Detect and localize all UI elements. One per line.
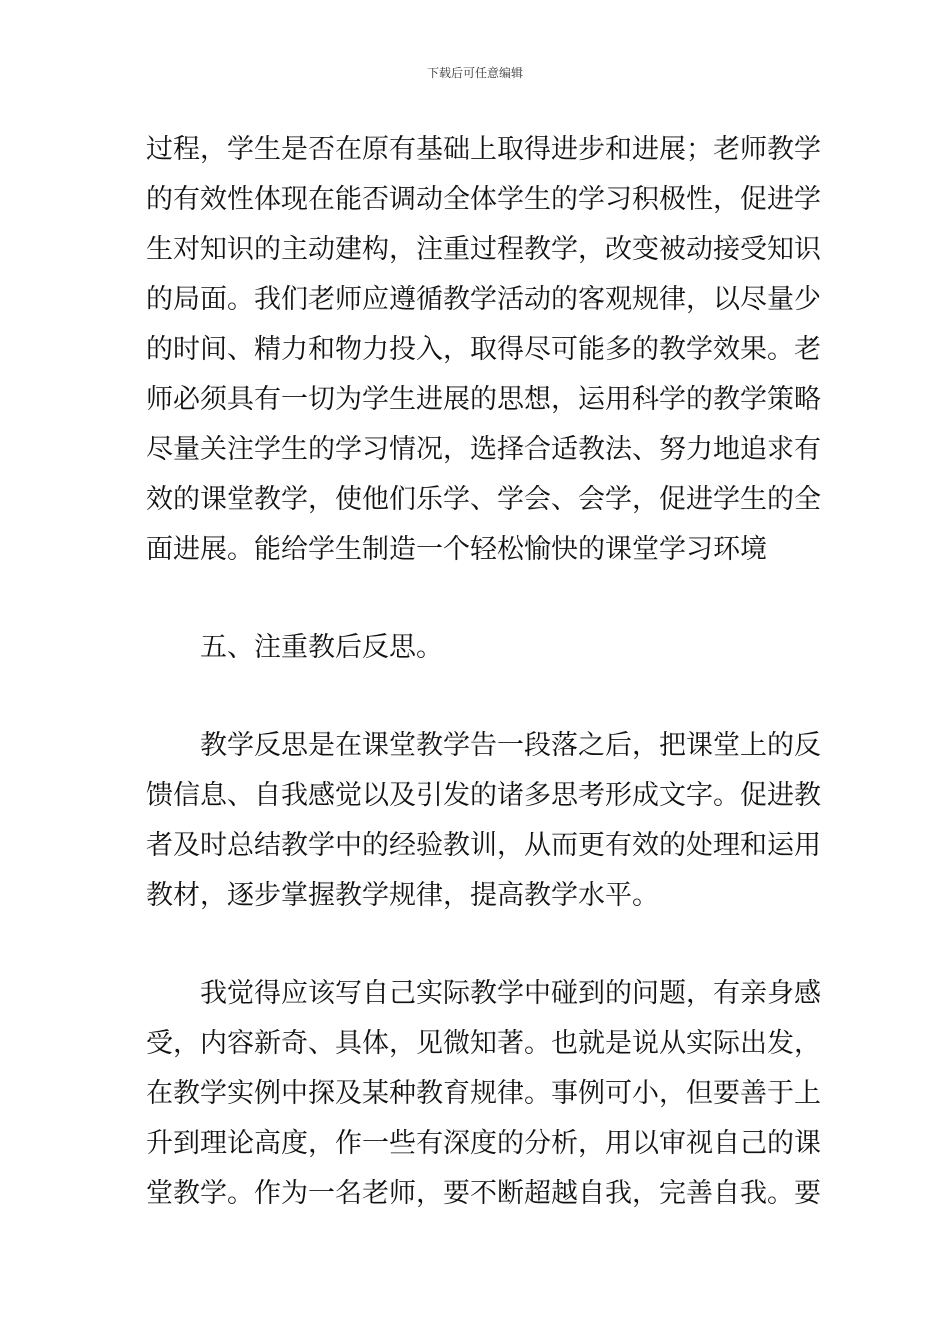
paragraph-3-line: 馈信息、自我感觉以及引发的诸多思考形成文字。促进教 — [146, 780, 821, 811]
paragraph-4-line: 升到理论高度，作一些有深度的分析，用以审视自己的课 — [146, 1128, 821, 1159]
paragraph-1-line: 效的课堂教学，使他们乐学、学会、会学，促进学生的全 — [146, 484, 821, 515]
paragraph-1-line: 师必须具有一切为学生进展的思想，运用科学的教学策略 — [146, 384, 821, 415]
paragraph-4-line: 在教学实例中探及某种教育规律。事例可小，但要善于上 — [146, 1078, 821, 1109]
page-header: 下载后可任意编辑 — [426, 66, 523, 80]
paragraph-3-line: 教学反思是在课堂教学告一段落之后，把课堂上的反 — [200, 730, 821, 761]
paragraph-1-line: 生对知识的主动建构，注重过程教学，改变被动接受知识 — [146, 234, 821, 265]
paragraph-1-line: 过程，学生是否在原有基础上取得进步和进展；老师教学 — [146, 134, 821, 165]
paragraph-1-line: 的局面。我们老师应遵循教学活动的客观规律，以尽量少 — [146, 284, 821, 315]
paragraph-3-line: 教材，逐步掌握教学规律，提高教学水平。 — [146, 880, 659, 911]
section-heading: 五、注重教后反思。 — [200, 632, 443, 663]
paragraph-1-line: 的有效性体现在能否调动全体学生的学习积极性，促进学 — [146, 184, 821, 215]
paragraph-1-line: 的时间、精力和物力投入，取得尽可能多的教学效果。老 — [146, 334, 821, 365]
paragraph-4-line: 堂教学。作为一名老师，要不断超越自我，完善自我。要 — [146, 1178, 821, 1209]
paragraph-3-line: 者及时总结教学中的经验教训，从而更有效的处理和运用 — [146, 830, 821, 861]
paragraph-4-line: 受，内容新奇、具体，见微知著。也就是说从实际出发， — [146, 1028, 821, 1059]
paragraph-1-line: 尽量关注学生的学习情况，选择合适教法、努力地追求有 — [146, 434, 821, 465]
paragraph-4-line: 我觉得应该写自己实际教学中碰到的问题，有亲身感 — [200, 978, 821, 1009]
paragraph-1-line: 面进展。能给学生制造一个轻松愉快的课堂学习环境 — [146, 534, 767, 565]
